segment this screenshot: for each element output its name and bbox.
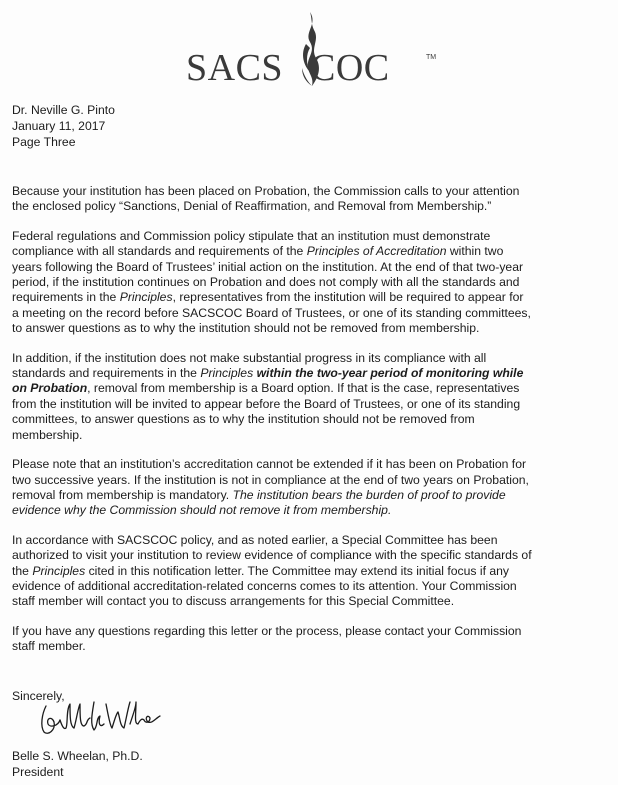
text-run: In accordance with SACSCOC policy, and as noted earlier, a Special Committee has been <box>12 532 498 547</box>
text-run: on Probation <box>12 381 88 396</box>
text-run: Principles <box>32 563 86 578</box>
text-line <box>12 366 612 381</box>
text-run: The institution bears the burden of proof to provide <box>232 487 506 502</box>
sacscoc-logo <box>186 4 446 88</box>
text-run: evidence why the Commission should not remove it from membership. <box>12 503 392 518</box>
text-run: from the institution will be invited to appear before the Board of Trustees, or one of its standing <box>12 396 521 411</box>
text-line <box>12 473 612 488</box>
signer-title: President <box>12 765 64 779</box>
text-run: requirements in the <box>12 290 120 305</box>
text-line <box>12 290 612 305</box>
text-line <box>12 306 612 321</box>
text-run: within the two-year period of monitoring while <box>256 366 524 381</box>
text-line <box>12 548 612 563</box>
text-run: compliance with all standards and requirements of the <box>12 244 307 259</box>
text-run: a meeting on the record before SACSCOC Board of Trustees, or one of its standing committees, <box>12 305 531 320</box>
text-line <box>12 351 612 366</box>
logo-text-right: COC <box>310 47 390 89</box>
text-line <box>12 503 612 518</box>
text-line <box>12 594 612 609</box>
text-line <box>12 244 612 259</box>
paragraph <box>12 624 612 655</box>
paragraph <box>12 351 612 443</box>
text-run: Because your institution has been placed on Probation, the Commission calls to your attention <box>12 184 520 198</box>
text-line <box>12 275 612 290</box>
text-line <box>12 412 612 427</box>
signer-block <box>12 748 143 780</box>
text-run: Principles <box>119 290 173 305</box>
text-line <box>12 428 612 443</box>
text-run: staff member will contact you to discuss arrangements for this Special Committee. <box>12 594 455 609</box>
text-run: committees, to answer questions as to why the institution should not be removed from <box>12 412 475 427</box>
paragraph <box>12 533 612 610</box>
text-line <box>12 229 612 244</box>
text-run: Principles of Accreditation <box>306 244 447 259</box>
trademark-mark: TM <box>426 54 437 61</box>
paragraph <box>12 457 612 519</box>
text-line <box>12 579 612 594</box>
text-line <box>12 533 612 548</box>
paragraph <box>12 229 612 337</box>
text-run: years following the Board of Trustees’ initial action on the institution. At the end of that two-year <box>12 259 524 274</box>
handwritten-signature <box>36 694 166 740</box>
letter-date: January 11, 2017 <box>12 119 106 133</box>
logo-text-left: SACS <box>186 47 284 89</box>
text-run: Please note that an institution’s accreditation cannot be extended if it has been on Probation for <box>12 457 527 472</box>
text-run: evidence of additional accreditation-related concerns comes to its attention. Your Commission <box>12 578 517 593</box>
text-run: standards and requirements in the <box>12 366 201 381</box>
text-run: removal from membership is mandatory. <box>12 487 233 502</box>
signer-name: Belle S. Wheelan, Ph.D. <box>12 749 143 763</box>
text-run: the enclosed policy “Sanctions, Denial of Reaffirmation, and Removal from Membership.” <box>12 199 492 214</box>
text-run: authorized to visit your institution to review evidence of compliance with the specific standards of <box>12 548 532 563</box>
text-line <box>12 639 612 654</box>
text-run: cited in this notification letter. The Committee may extend its initial focus if any <box>85 563 510 578</box>
text-run: , representatives from the institution will be required to appear for <box>172 290 524 305</box>
text-line <box>12 260 612 275</box>
text-run: Principles <box>200 366 254 381</box>
text-run: In addition, if the institution does not make substantial progress in its compliance with all <box>12 350 487 365</box>
text-run: Federal regulations and Commission policy stipulate that an institution must demonstrate <box>12 228 491 243</box>
text-line <box>12 199 612 214</box>
text-run: , removal from membership is a Board option. If that is the case, representatives <box>87 381 520 396</box>
paragraph <box>12 184 612 215</box>
page-number: Page Three <box>12 135 76 149</box>
text-run: within two <box>446 244 504 259</box>
text-run: the <box>12 563 33 578</box>
text-run: staff member. <box>12 639 86 654</box>
text-line <box>12 321 612 336</box>
letter-header <box>12 102 115 150</box>
letter-body <box>12 184 612 669</box>
text-line <box>12 564 612 579</box>
text-run: If you have any questions regarding this letter or the process, please contact your Commission <box>12 623 522 638</box>
text-line <box>12 397 612 412</box>
text-run: two successive years. If the institution is not in compliance at the end of two years on Probation, <box>12 472 529 487</box>
text-run: membership. <box>12 427 83 442</box>
text-run: period, if the institution continues on Probation and does not comply with all the standards and <box>12 275 520 290</box>
text-run: to answer questions as to why the institution should not be removed from membership. <box>12 321 480 336</box>
text-line <box>12 624 612 639</box>
text-line <box>12 381 612 396</box>
text-line <box>12 184 612 199</box>
recipient-name: Dr. Neville G. Pinto <box>12 103 115 117</box>
text-line <box>12 488 612 503</box>
text-line <box>12 457 612 472</box>
closing-salutation: Sincerely, <box>12 689 65 703</box>
